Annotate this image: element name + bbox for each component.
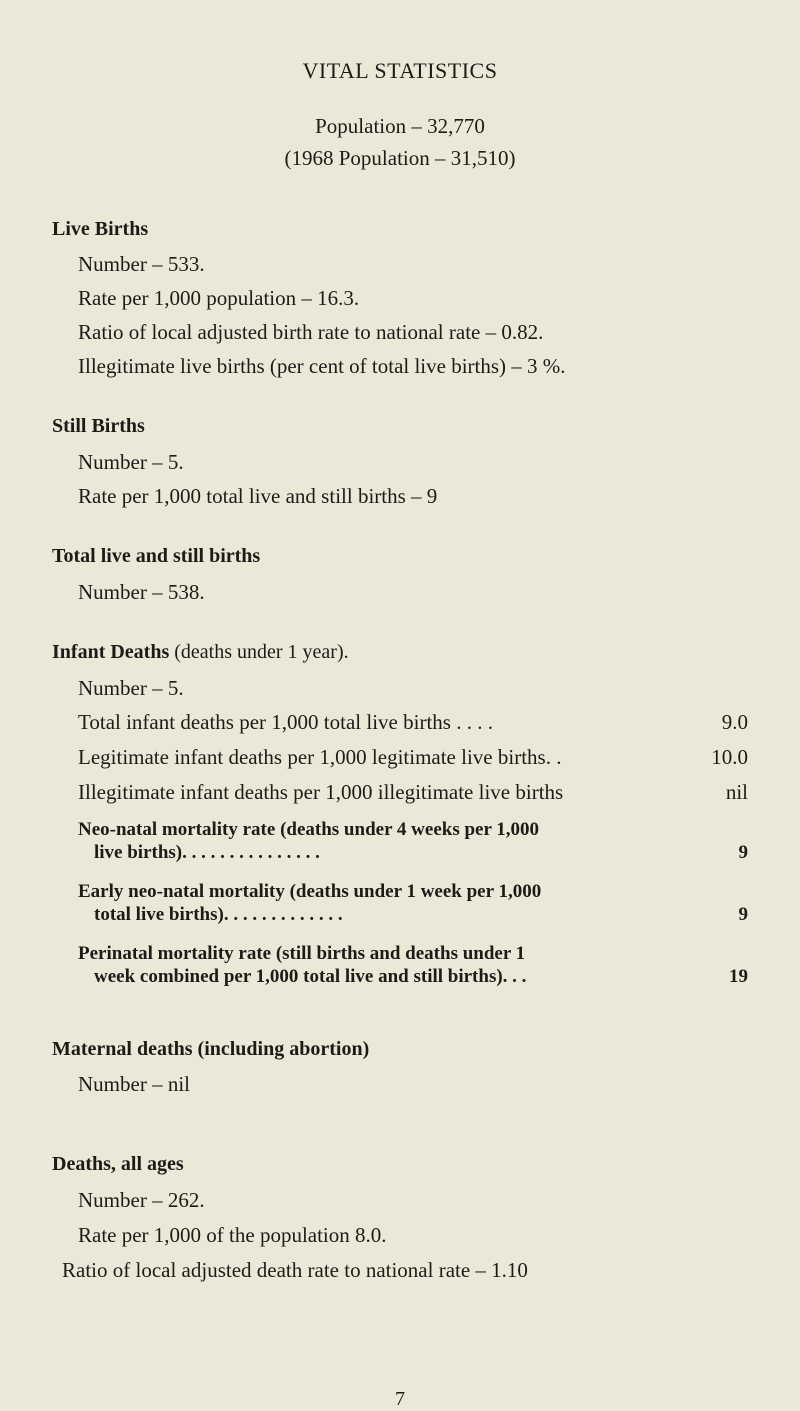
deaths-ratio: Ratio of local adjusted death rate to national rate – 1.10 [62, 1258, 528, 1282]
mortality-value: 9 [738, 904, 748, 925]
mortality-row [78, 942, 748, 988]
infant-stat-value: 10.0 [711, 745, 748, 769]
deaths-all-ages-heading: Deaths, all ages [52, 1153, 184, 1175]
infant-stat-value: 9.0 [721, 710, 748, 734]
still-births-heading: Still Births [52, 415, 145, 437]
infant-deaths-heading-note: (deaths under 1 year). [169, 641, 349, 663]
still-births-rate: Rate per 1,000 total live and still births – 9 [78, 484, 438, 508]
total-births-heading: Total live and still births [52, 545, 261, 567]
mortality-value: 9 [738, 842, 748, 863]
population-line: Population – 32,770 [315, 114, 485, 138]
live-births-illegitimate: Illegitimate live births (per cent of total live births) – 3 %. [78, 354, 566, 378]
live-births-ratio: Ratio of local adjusted birth rate to national rate – 0.82. [78, 320, 544, 344]
live-births-heading: Live Births [52, 218, 149, 240]
mortality-label-line1: Neo-natal mortality rate (deaths under 4 weeks per 1,000 [78, 819, 540, 840]
mortality-row [78, 818, 748, 864]
mortality-row [78, 880, 748, 926]
infant-stat-row [78, 780, 748, 805]
infant-deaths-heading-bold: Infant Deaths [52, 641, 170, 663]
maternal-deaths-heading: Maternal deaths (including abortion) [52, 1038, 370, 1060]
mortality-label-line1: Early neo-natal mortality (deaths under 1 week per 1,000 [78, 881, 542, 902]
infant-stat-label: Illegitimate infant deaths per 1,000 illegitimate live births [78, 780, 564, 804]
infant-deaths-heading [52, 641, 349, 664]
infant-deaths-number: Number – 5. [78, 676, 184, 700]
mortality-label-line1: Perinatal mortality rate (still births and deaths under 1 [78, 943, 526, 964]
infant-stat-value: nil [725, 780, 748, 804]
infant-stat-row [78, 745, 748, 770]
page-number: 7 [395, 1388, 405, 1410]
maternal-deaths-number: Number – nil [78, 1072, 190, 1096]
total-births-number: Number – 538. [78, 580, 205, 604]
mortality-label-line2: live births). . . . . . . . . . . . . . . [94, 842, 320, 863]
mortality-value: 19 [729, 966, 748, 987]
page-title: VITAL STATISTICS [302, 58, 498, 83]
infant-stat-label: Legitimate infant deaths per 1,000 legitimate live births. . [78, 745, 562, 769]
infant-stat-label: Total infant deaths per 1,000 total live births . . . . [78, 710, 493, 734]
live-births-rate: Rate per 1,000 population – 16.3. [78, 286, 360, 310]
mortality-label-line2: week combined per 1,000 total live and still births). . . [94, 966, 527, 987]
live-births-number: Number – 533. [78, 252, 205, 276]
still-births-number: Number – 5. [78, 450, 184, 474]
deaths-rate: Rate per 1,000 of the population 8.0. [78, 1223, 387, 1247]
mortality-label-line2: total live births). . . . . . . . . . . . . [94, 904, 343, 925]
deaths-number: Number – 262. [78, 1188, 205, 1212]
population-1968-line: (1968 Population – 31,510) [284, 146, 516, 170]
infant-stat-row [78, 710, 748, 735]
